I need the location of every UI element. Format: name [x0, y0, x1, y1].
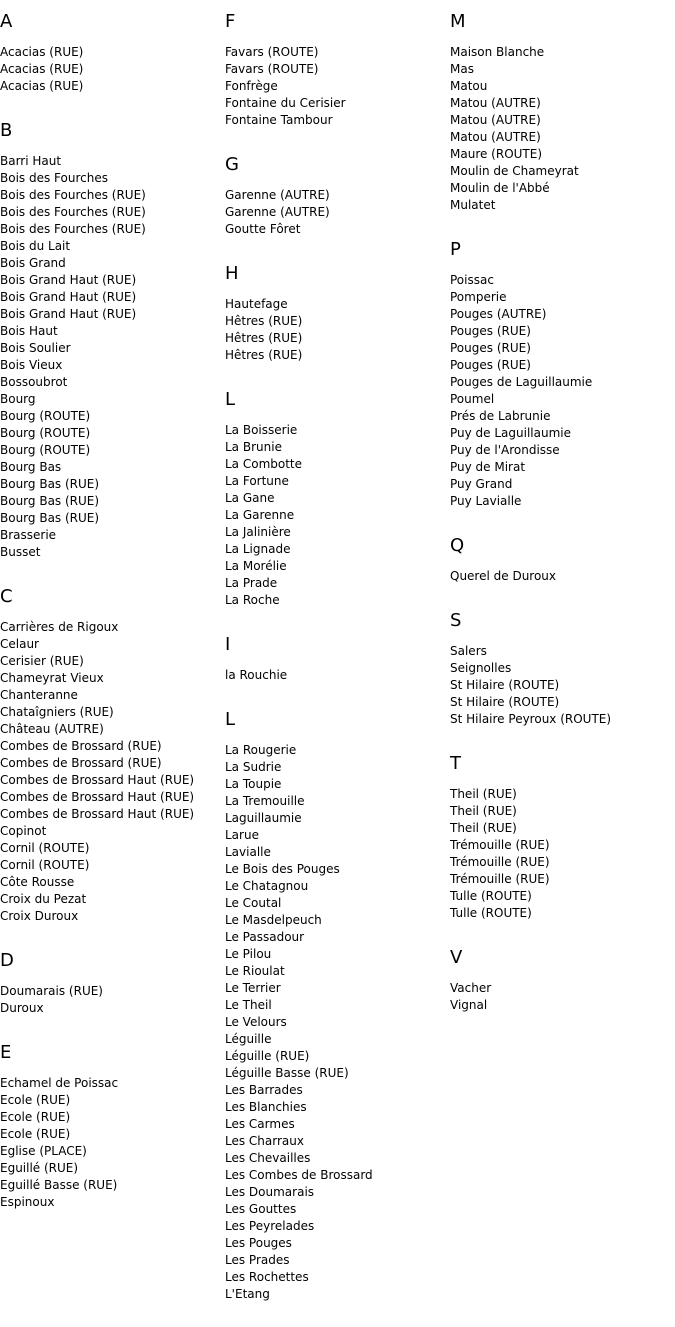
- street-name: Le Masdelpeuch: [225, 913, 322, 927]
- street-name: Larue: [225, 828, 259, 842]
- street-name: Bois Grand Haut (RUE): [0, 290, 137, 304]
- street-name: Ecole (RUE): [0, 1110, 71, 1124]
- street-name: Les Charraux: [225, 1134, 304, 1148]
- street-name: Maison Blanche: [450, 45, 545, 59]
- street-name: Goutte Fôret: [225, 222, 301, 236]
- letter-section: [450, 946, 675, 1014]
- street-list: [450, 786, 675, 922]
- index-column-2: [225, 10, 450, 1327]
- street-name: La Jalinière: [225, 525, 291, 539]
- street-name: Vignal: [450, 998, 488, 1012]
- letter-section: [450, 609, 675, 728]
- street-list: [0, 983, 225, 1017]
- street-name: Tulle (ROUTE): [450, 889, 532, 903]
- street-name: L'Etang: [225, 1287, 270, 1301]
- street-list: [0, 1075, 225, 1211]
- street-name: Fonfrège: [225, 79, 278, 93]
- street-name: Tulle (ROUTE): [450, 906, 532, 920]
- street-name: Combes de Brossard (RUE): [0, 739, 162, 753]
- section-letter-heading: Q: [450, 535, 465, 556]
- street-name: Acacias (RUE): [0, 62, 84, 76]
- street-name: Maure (ROUTE): [450, 147, 543, 161]
- street-name: Croix du Pezat: [0, 892, 87, 906]
- street-list: [450, 44, 675, 214]
- street-name: Matou: [450, 79, 488, 93]
- street-name: Bourg (ROUTE): [0, 409, 91, 423]
- street-name: Cornil (ROUTE): [0, 841, 90, 855]
- street-name: Celaur: [0, 637, 39, 651]
- street-name: Les Barrades: [225, 1083, 303, 1097]
- section-letter-heading: I: [225, 634, 231, 655]
- street-name: Acacias (RUE): [0, 45, 84, 59]
- street-name: Acacias (RUE): [0, 79, 84, 93]
- index-column-3: [450, 10, 675, 1038]
- street-name: Trémouille (RUE): [450, 855, 550, 869]
- street-name: Doumarais (RUE): [0, 984, 103, 998]
- street-name: Les Pouges: [225, 1236, 292, 1250]
- street-name: La Prade: [225, 576, 278, 590]
- street-name: Le Rioulat: [225, 964, 285, 978]
- section-letter-heading: S: [450, 610, 462, 631]
- letter-section: [225, 262, 450, 364]
- street-name: Eguillé (RUE): [0, 1161, 79, 1175]
- street-name: Matou (AUTRE): [450, 113, 541, 127]
- street-name: Pomperie: [450, 290, 507, 304]
- letter-section: [450, 752, 675, 922]
- street-name: Chataîgniers (RUE): [0, 705, 114, 719]
- street-name: Eguillé Basse (RUE): [0, 1178, 118, 1192]
- street-name: Les Peyrelades: [225, 1219, 315, 1233]
- street-name: Chameyrat Vieux: [0, 671, 104, 685]
- street-name: Busset: [0, 545, 41, 559]
- street-name: Le Passadour: [225, 930, 305, 944]
- letter-section: [0, 10, 225, 95]
- street-name: Bourg Bas (RUE): [0, 494, 100, 508]
- street-name: Mas: [450, 62, 474, 76]
- street-name: Hêtres (RUE): [225, 331, 303, 345]
- street-list: [450, 643, 675, 728]
- street-name: Combes de Brossard Haut (RUE): [0, 790, 195, 804]
- street-name: Bois Vieux: [0, 358, 63, 372]
- street-name: Theil (RUE): [450, 787, 517, 801]
- street-name: Bourg (ROUTE): [0, 443, 91, 457]
- street-name: Bourg (ROUTE): [0, 426, 91, 440]
- street-name: Pouges (RUE): [450, 341, 531, 355]
- street-name: La Garenne: [225, 508, 295, 522]
- street-name: Hêtres (RUE): [225, 348, 303, 362]
- street-name: Côte Rousse: [0, 875, 75, 889]
- street-name: La Sudrie: [225, 760, 282, 774]
- street-name: Les Rochettes: [225, 1270, 309, 1284]
- letter-section: [0, 1041, 225, 1211]
- street-name: Bois Soulier: [0, 341, 71, 355]
- street-list: [450, 980, 675, 1014]
- letter-section: [225, 153, 450, 238]
- street-name: Puy de Laguillaumie: [450, 426, 571, 440]
- street-name: Les Carmes: [225, 1117, 295, 1131]
- street-name: Bois des Fourches (RUE): [0, 222, 146, 236]
- street-name: Combes de Brossard Haut (RUE): [0, 773, 195, 787]
- street-name: Seignolles: [450, 661, 512, 675]
- street-list: [0, 619, 225, 925]
- street-name: Mulatet: [450, 198, 496, 212]
- street-name: Puy Grand: [450, 477, 513, 491]
- street-name: Eglise (PLACE): [0, 1144, 87, 1158]
- street-name: La Combotte: [225, 457, 303, 471]
- street-name: Les Chevailles: [225, 1151, 311, 1165]
- street-name: Bois Grand Haut (RUE): [0, 273, 137, 287]
- street-name: Garenne (AUTRE): [225, 205, 330, 219]
- street-name: Puy de Mirat: [450, 460, 526, 474]
- street-name: Combes de Brossard (RUE): [0, 756, 162, 770]
- street-name: Theil (RUE): [450, 821, 517, 835]
- street-name: Le Pilou: [225, 947, 272, 961]
- street-name: Duroux: [0, 1001, 44, 1015]
- street-list: [225, 187, 450, 238]
- section-letter-heading: D: [0, 950, 14, 971]
- street-name: Bois des Fourches (RUE): [0, 188, 146, 202]
- street-list: [450, 272, 675, 510]
- street-name: Espinoux: [0, 1195, 55, 1209]
- section-letter-heading: E: [0, 1042, 12, 1063]
- section-letter-heading: C: [0, 586, 13, 607]
- street-name: Matou (AUTRE): [450, 130, 541, 144]
- street-name: Léguille Basse (RUE): [225, 1066, 349, 1080]
- section-letter-heading: V: [450, 947, 463, 968]
- index-column-1: [0, 10, 225, 1235]
- street-name: La Brunie: [225, 440, 282, 454]
- section-letter-heading: B: [0, 120, 13, 141]
- street-name: Carrières de Rigoux: [0, 620, 119, 634]
- letter-section: [0, 949, 225, 1017]
- section-letter-heading: M: [450, 11, 466, 32]
- street-list: [225, 667, 450, 684]
- street-name: Moulin de Chameyrat: [450, 164, 579, 178]
- street-name: Pouges de Laguillaumie: [450, 375, 593, 389]
- letter-section: [450, 10, 675, 214]
- street-name: Ecole (RUE): [0, 1127, 71, 1141]
- street-name: Trémouille (RUE): [450, 838, 550, 852]
- street-name: Hêtres (RUE): [225, 314, 303, 328]
- street-name: La Tremouille: [225, 794, 305, 808]
- street-name: Bois des Fourches: [0, 171, 108, 185]
- letter-section: [225, 708, 450, 1303]
- street-name: Cornil (ROUTE): [0, 858, 90, 872]
- section-letter-heading: A: [0, 11, 13, 32]
- street-name: Cerisier (RUE): [0, 654, 84, 668]
- street-name: Bourg: [0, 392, 36, 406]
- street-name: Poumel: [450, 392, 495, 406]
- street-name: Copinot: [0, 824, 47, 838]
- street-name: Favars (ROUTE): [225, 45, 319, 59]
- street-name: Prés de Labrunie: [450, 409, 551, 423]
- street-name: Les Gouttes: [225, 1202, 297, 1216]
- street-name: Barri Haut: [0, 154, 62, 168]
- street-name: La Rougerie: [225, 743, 297, 757]
- street-name: Bourg Bas (RUE): [0, 511, 100, 525]
- street-name: La Boisserie: [225, 423, 298, 437]
- section-letter-heading: L: [225, 709, 236, 730]
- street-name: Bois Haut: [0, 324, 58, 338]
- street-name: La Fortune: [225, 474, 289, 488]
- street-name: La Gane: [225, 491, 275, 505]
- street-name: Lavialle: [225, 845, 271, 859]
- street-name: Bossoubrot: [0, 375, 68, 389]
- street-name: Pouges (AUTRE): [450, 307, 547, 321]
- letter-section: [0, 119, 225, 561]
- street-list: [450, 568, 675, 585]
- street-name: Pouges (RUE): [450, 324, 531, 338]
- street-list: [225, 422, 450, 609]
- street-name: Les Combes de Brossard: [225, 1168, 373, 1182]
- street-name: St Hilaire (ROUTE): [450, 695, 560, 709]
- letter-section: [225, 388, 450, 609]
- street-name: La Lignade: [225, 542, 291, 556]
- letter-section: [450, 238, 675, 510]
- street-name: Brasserie: [0, 528, 57, 542]
- street-name: Querel de Duroux: [450, 569, 557, 583]
- letter-section: [225, 10, 450, 129]
- street-name: Le Terrier: [225, 981, 281, 995]
- street-name: Bois Grand Haut (RUE): [0, 307, 137, 321]
- section-letter-heading: P: [450, 239, 461, 260]
- letter-section: [450, 534, 675, 585]
- street-name: Le Bois des Pouges: [225, 862, 340, 876]
- street-name: Puy Lavialle: [450, 494, 522, 508]
- street-name: Le Chatagnou: [225, 879, 309, 893]
- street-name: La Roche: [225, 593, 280, 607]
- street-name: Léguille (RUE): [225, 1049, 310, 1063]
- street-name: Laguillaumie: [225, 811, 302, 825]
- street-name: Favars (ROUTE): [225, 62, 319, 76]
- street-name: Bourg Bas: [0, 460, 62, 474]
- street-name: Salers: [450, 644, 487, 658]
- street-name: Le Coutal: [225, 896, 282, 910]
- street-name: Les Prades: [225, 1253, 290, 1267]
- street-name: Bois Grand: [0, 256, 66, 270]
- street-name: Château (AUTRE): [0, 722, 104, 736]
- street-name: St Hilaire Peyroux (ROUTE): [450, 712, 612, 726]
- street-name: Combes de Brossard Haut (RUE): [0, 807, 195, 821]
- street-name: Trémouille (RUE): [450, 872, 550, 886]
- street-name: la Rouchie: [225, 668, 288, 682]
- section-letter-heading: H: [225, 263, 239, 284]
- street-name: Fontaine Tambour: [225, 113, 333, 127]
- street-name: Poissac: [450, 273, 494, 287]
- street-name: Echamel de Poissac: [0, 1076, 119, 1090]
- street-name: Theil (RUE): [450, 804, 517, 818]
- street-name: Garenne (AUTRE): [225, 188, 330, 202]
- street-name: La Toupie: [225, 777, 282, 791]
- street-name: Le Velours: [225, 1015, 287, 1029]
- street-name: Croix Duroux: [0, 909, 79, 923]
- letter-section: [0, 585, 225, 925]
- section-letter-heading: F: [225, 11, 236, 32]
- street-list: [0, 44, 225, 95]
- street-list: [0, 153, 225, 561]
- section-letter-heading: L: [225, 389, 236, 410]
- section-letter-heading: T: [450, 753, 461, 774]
- street-name: Matou (AUTRE): [450, 96, 541, 110]
- street-name: Fontaine du Cerisier: [225, 96, 346, 110]
- street-name: Les Doumarais: [225, 1185, 315, 1199]
- section-letter-heading: G: [225, 154, 239, 175]
- street-name: Léguille: [225, 1032, 272, 1046]
- letter-section: [225, 633, 450, 684]
- street-name: Bois des Fourches (RUE): [0, 205, 146, 219]
- street-name: Puy de l'Arondisse: [450, 443, 560, 457]
- street-name: Les Blanchies: [225, 1100, 307, 1114]
- street-name: Bois du Lait: [0, 239, 71, 253]
- street-name: Vacher: [450, 981, 492, 995]
- street-name: Hautefage: [225, 297, 288, 311]
- street-name: Bourg Bas (RUE): [0, 477, 100, 491]
- street-name: Ecole (RUE): [0, 1093, 71, 1107]
- street-list: [225, 44, 450, 129]
- street-name: Le Theil: [225, 998, 272, 1012]
- street-list: [225, 742, 450, 1303]
- street-list: [225, 296, 450, 364]
- street-name: St Hilaire (ROUTE): [450, 678, 560, 692]
- street-name: Moulin de l'Abbé: [450, 181, 550, 195]
- street-name: Chanteranne: [0, 688, 78, 702]
- street-name: La Morélie: [225, 559, 287, 573]
- street-name: Pouges (RUE): [450, 358, 531, 372]
